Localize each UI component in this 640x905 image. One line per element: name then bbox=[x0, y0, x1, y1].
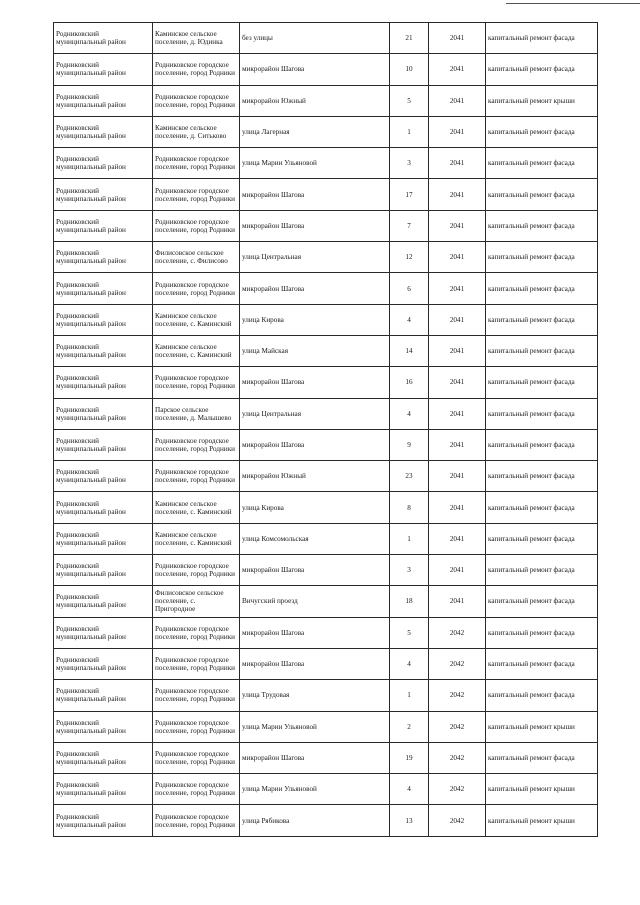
year-cell: 2042 bbox=[429, 742, 486, 773]
year-cell: 2042 bbox=[429, 805, 486, 836]
table-row bbox=[54, 116, 598, 147]
repair-schedule-table bbox=[53, 22, 598, 837]
work-type-cell: капитальный ремонт фасада bbox=[486, 273, 598, 304]
table-row bbox=[54, 367, 598, 398]
work-type-cell: капитальный ремонт фасада bbox=[486, 116, 598, 147]
district-cell: Родниковский муниципальный район bbox=[54, 398, 153, 429]
street-cell: микрорайон Шагова bbox=[240, 648, 390, 679]
district-cell: Родниковский муниципальный район bbox=[54, 680, 153, 711]
work-type-cell: капитальный ремонт фасада bbox=[486, 555, 598, 586]
settlement-cell: Родниковское городское поселение, город Родники bbox=[153, 273, 240, 304]
district-cell: Родниковский муниципальный район bbox=[54, 555, 153, 586]
year-cell: 2042 bbox=[429, 680, 486, 711]
work-type-cell: капитальный ремонт крыши bbox=[486, 711, 598, 742]
settlement-cell: Каминское сельское поселение, д. Юдинка bbox=[153, 23, 240, 54]
work-type-cell: капитальный ремонт фасада bbox=[486, 335, 598, 366]
street-cell: улица Кирова bbox=[240, 492, 390, 523]
district-cell: Родниковский муниципальный район bbox=[54, 523, 153, 554]
work-type-cell: капитальный ремонт крыши bbox=[486, 805, 598, 836]
street-cell: микрорайон Шагова bbox=[240, 273, 390, 304]
house-number-cell: 6 bbox=[390, 273, 429, 304]
street-cell: микрорайон Шагова bbox=[240, 429, 390, 460]
table-row bbox=[54, 429, 598, 460]
work-type-cell: капитальный ремонт фасада bbox=[486, 148, 598, 179]
work-type-cell: капитальный ремонт фасада bbox=[486, 680, 598, 711]
settlement-cell: Родниковское городское поселение, город Родники bbox=[153, 210, 240, 241]
house-number-cell: 8 bbox=[390, 492, 429, 523]
year-cell: 2042 bbox=[429, 648, 486, 679]
work-type-cell: капитальный ремонт крыши bbox=[486, 774, 598, 805]
settlement-cell: Филисовское сельское поселение, с. Пригородное bbox=[153, 586, 240, 617]
settlement-cell: Родниковское городское поселение, город Родники bbox=[153, 461, 240, 492]
house-number-cell: 2 bbox=[390, 711, 429, 742]
work-type-cell: капитальный ремонт фасада bbox=[486, 586, 598, 617]
district-cell: Родниковский муниципальный район bbox=[54, 23, 153, 54]
street-cell: микрорайон Шагова bbox=[240, 742, 390, 773]
district-cell: Родниковский муниципальный район bbox=[54, 54, 153, 85]
street-cell: улица Лагерная bbox=[240, 116, 390, 147]
district-cell: Родниковский муниципальный район bbox=[54, 711, 153, 742]
work-type-cell: капитальный ремонт фасада bbox=[486, 461, 598, 492]
house-number-cell: 1 bbox=[390, 680, 429, 711]
year-cell: 2041 bbox=[429, 335, 486, 366]
work-type-cell: капитальный ремонт фасада bbox=[486, 429, 598, 460]
settlement-cell: Каминское сельское поселение, с. Каминский bbox=[153, 335, 240, 366]
settlement-cell: Родниковское городское поселение, город Родники bbox=[153, 179, 240, 210]
table-row bbox=[54, 335, 598, 366]
year-cell: 2041 bbox=[429, 54, 486, 85]
house-number-cell: 4 bbox=[390, 774, 429, 805]
street-cell: Вичугский проезд bbox=[240, 586, 390, 617]
table-row bbox=[54, 304, 598, 335]
table-row bbox=[54, 648, 598, 679]
table-row bbox=[54, 711, 598, 742]
street-cell: улица Трудовая bbox=[240, 680, 390, 711]
year-cell: 2041 bbox=[429, 555, 486, 586]
year-cell: 2041 bbox=[429, 85, 486, 116]
year-cell: 2042 bbox=[429, 617, 486, 648]
house-number-cell: 23 bbox=[390, 461, 429, 492]
table-row bbox=[54, 273, 598, 304]
table-row bbox=[54, 23, 598, 54]
house-number-cell: 5 bbox=[390, 617, 429, 648]
table-row bbox=[54, 242, 598, 273]
settlement-cell: Родниковское городское поселение, город Родники bbox=[153, 54, 240, 85]
work-type-cell: капитальный ремонт фасада bbox=[486, 242, 598, 273]
settlement-cell: Родниковское городское поселение, город Родники bbox=[153, 555, 240, 586]
house-number-cell: 4 bbox=[390, 304, 429, 335]
district-cell: Родниковский муниципальный район bbox=[54, 148, 153, 179]
year-cell: 2042 bbox=[429, 711, 486, 742]
settlement-cell: Родниковское городское поселение, город Родники bbox=[153, 367, 240, 398]
district-cell: Родниковский муниципальный район bbox=[54, 242, 153, 273]
house-number-cell: 12 bbox=[390, 242, 429, 273]
year-cell: 2041 bbox=[429, 273, 486, 304]
settlement-cell: Парское сельское поселение, д. Малышево bbox=[153, 398, 240, 429]
house-number-cell: 4 bbox=[390, 398, 429, 429]
house-number-cell: 9 bbox=[390, 429, 429, 460]
work-type-cell: капитальный ремонт фасада bbox=[486, 648, 598, 679]
street-cell: микрорайон Шагова bbox=[240, 179, 390, 210]
street-cell: улица Майская bbox=[240, 335, 390, 366]
district-cell: Родниковский муниципальный район bbox=[54, 586, 153, 617]
house-number-cell: 16 bbox=[390, 367, 429, 398]
street-cell: микрорайон Шагова bbox=[240, 367, 390, 398]
settlement-cell: Каминское сельское поселение, с. Каминский bbox=[153, 523, 240, 554]
work-type-cell: капитальный ремонт фасада bbox=[486, 398, 598, 429]
district-cell: Родниковский муниципальный район bbox=[54, 367, 153, 398]
work-type-cell: капитальный ремонт крыши bbox=[486, 85, 598, 116]
table-row bbox=[54, 85, 598, 116]
street-cell: улица Марии Ульяновой bbox=[240, 711, 390, 742]
district-cell: Родниковский муниципальный район bbox=[54, 648, 153, 679]
year-cell: 2041 bbox=[429, 210, 486, 241]
work-type-cell: капитальный ремонт фасада bbox=[486, 179, 598, 210]
street-cell: улица Центральная bbox=[240, 398, 390, 429]
table-row bbox=[54, 555, 598, 586]
house-number-cell: 3 bbox=[390, 555, 429, 586]
street-cell: улица Центральная bbox=[240, 242, 390, 273]
house-number-cell: 21 bbox=[390, 23, 429, 54]
district-cell: Родниковский муниципальный район bbox=[54, 774, 153, 805]
district-cell: Родниковский муниципальный район bbox=[54, 273, 153, 304]
house-number-cell: 18 bbox=[390, 586, 429, 617]
street-cell: улица Кирова bbox=[240, 304, 390, 335]
table-row bbox=[54, 461, 598, 492]
table-row bbox=[54, 805, 598, 836]
settlement-cell: Родниковское городское поселение, город Родники bbox=[153, 711, 240, 742]
settlement-cell: Родниковское городское поселение, город Родники bbox=[153, 648, 240, 679]
settlement-cell: Родниковское городское поселение, город Родники bbox=[153, 680, 240, 711]
street-cell: улица Комсомольская bbox=[240, 523, 390, 554]
table-row bbox=[54, 148, 598, 179]
year-cell: 2041 bbox=[429, 398, 486, 429]
district-cell: Родниковский муниципальный район bbox=[54, 805, 153, 836]
year-cell: 2041 bbox=[429, 116, 486, 147]
district-cell: Родниковский муниципальный район bbox=[54, 304, 153, 335]
house-number-cell: 1 bbox=[390, 523, 429, 554]
house-number-cell: 10 bbox=[390, 54, 429, 85]
table-row bbox=[54, 586, 598, 617]
settlement-cell: Каминское сельское поселение, с. Каминский bbox=[153, 304, 240, 335]
street-cell: микрорайон Шагова bbox=[240, 210, 390, 241]
house-number-cell: 19 bbox=[390, 742, 429, 773]
work-type-cell: капитальный ремонт фасада bbox=[486, 367, 598, 398]
settlement-cell: Родниковское городское поселение, город Родники bbox=[153, 742, 240, 773]
settlement-cell: Каминское сельское поселение, с. Каминский bbox=[153, 492, 240, 523]
table-row bbox=[54, 398, 598, 429]
house-number-cell: 3 bbox=[390, 148, 429, 179]
district-cell: Родниковский муниципальный район bbox=[54, 85, 153, 116]
house-number-cell: 1 bbox=[390, 116, 429, 147]
work-type-cell: капитальный ремонт фасада bbox=[486, 210, 598, 241]
work-type-cell: капитальный ремонт фасада bbox=[486, 742, 598, 773]
work-type-cell: капитальный ремонт фасада bbox=[486, 23, 598, 54]
table-body bbox=[54, 23, 598, 837]
district-cell: Родниковский муниципальный район bbox=[54, 742, 153, 773]
year-cell: 2042 bbox=[429, 774, 486, 805]
year-cell: 2041 bbox=[429, 429, 486, 460]
house-number-cell: 14 bbox=[390, 335, 429, 366]
settlement-cell: Родниковское городское поселение, город Родники bbox=[153, 429, 240, 460]
work-type-cell: капитальный ремонт фасада bbox=[486, 523, 598, 554]
house-number-cell: 17 bbox=[390, 179, 429, 210]
settlement-cell: Родниковское городское поселение, город Родники bbox=[153, 85, 240, 116]
table-row bbox=[54, 492, 598, 523]
work-type-cell: капитальный ремонт фасада bbox=[486, 304, 598, 335]
table-row bbox=[54, 742, 598, 773]
district-cell: Родниковский муниципальный район bbox=[54, 335, 153, 366]
table-row bbox=[54, 179, 598, 210]
work-type-cell: капитальный ремонт фасада bbox=[486, 492, 598, 523]
house-number-cell: 13 bbox=[390, 805, 429, 836]
district-cell: Родниковский муниципальный район bbox=[54, 461, 153, 492]
table-row bbox=[54, 774, 598, 805]
year-cell: 2041 bbox=[429, 367, 486, 398]
year-cell: 2041 bbox=[429, 148, 486, 179]
year-cell: 2041 bbox=[429, 179, 486, 210]
district-cell: Родниковский муниципальный район bbox=[54, 492, 153, 523]
street-cell: микрорайон Южный bbox=[240, 461, 390, 492]
street-cell: улица Рябикова bbox=[240, 805, 390, 836]
street-cell: микрорайон Южный bbox=[240, 85, 390, 116]
year-cell: 2041 bbox=[429, 242, 486, 273]
street-cell: микрорайон Шагова bbox=[240, 617, 390, 648]
house-number-cell: 7 bbox=[390, 210, 429, 241]
settlement-cell: Родниковское городское поселение, город Родники bbox=[153, 805, 240, 836]
street-cell: без улицы bbox=[240, 23, 390, 54]
table-row bbox=[54, 680, 598, 711]
header-rule bbox=[506, 3, 640, 4]
year-cell: 2041 bbox=[429, 461, 486, 492]
district-cell: Родниковский муниципальный район bbox=[54, 179, 153, 210]
year-cell: 2041 bbox=[429, 492, 486, 523]
settlement-cell: Филисовское сельское поселение, с. Филисово bbox=[153, 242, 240, 273]
year-cell: 2041 bbox=[429, 523, 486, 554]
settlement-cell: Каминское сельское поселение, д. Ситьково bbox=[153, 116, 240, 147]
district-cell: Родниковский муниципальный район bbox=[54, 116, 153, 147]
table-row bbox=[54, 54, 598, 85]
street-cell: улица Марии Ульяновой bbox=[240, 148, 390, 179]
district-cell: Родниковский муниципальный район bbox=[54, 210, 153, 241]
street-cell: микрорайон Шагова bbox=[240, 54, 390, 85]
street-cell: микрорайон Шагова bbox=[240, 555, 390, 586]
work-type-cell: капитальный ремонт фасада bbox=[486, 617, 598, 648]
district-cell: Родниковский муниципальный район bbox=[54, 429, 153, 460]
house-number-cell: 4 bbox=[390, 648, 429, 679]
table-row bbox=[54, 523, 598, 554]
settlement-cell: Родниковское городское поселение, город Родники bbox=[153, 774, 240, 805]
street-cell: улица Марии Ульяновой bbox=[240, 774, 390, 805]
settlement-cell: Родниковское городское поселение, город Родники bbox=[153, 148, 240, 179]
house-number-cell: 5 bbox=[390, 85, 429, 116]
work-type-cell: капитальный ремонт фасада bbox=[486, 54, 598, 85]
year-cell: 2041 bbox=[429, 586, 486, 617]
year-cell: 2041 bbox=[429, 304, 486, 335]
district-cell: Родниковский муниципальный район bbox=[54, 617, 153, 648]
year-cell: 2041 bbox=[429, 23, 486, 54]
table-row bbox=[54, 617, 598, 648]
settlement-cell: Родниковское городское поселение, город Родники bbox=[153, 617, 240, 648]
table-row bbox=[54, 210, 598, 241]
